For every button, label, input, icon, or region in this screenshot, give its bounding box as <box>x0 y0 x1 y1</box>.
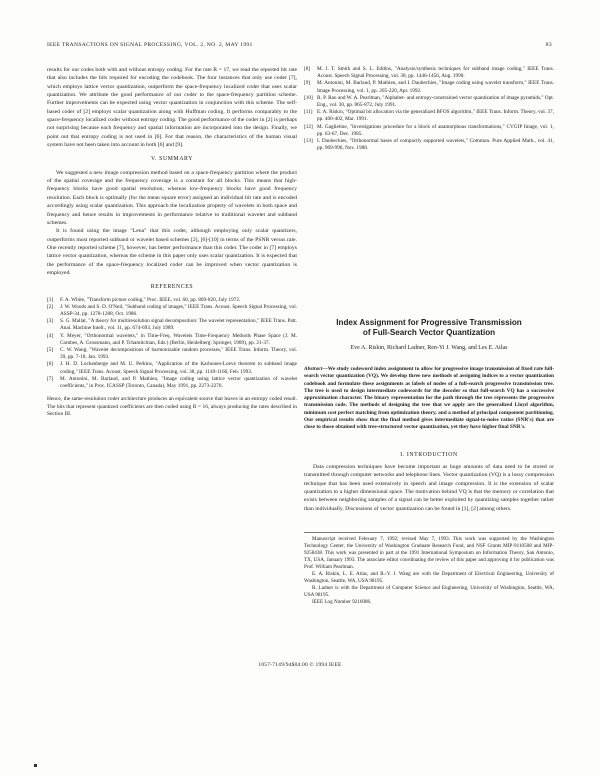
footnote: IEEE Log Number 9216986. <box>312 599 372 605</box>
footnote: E. A. Riskin, L. E. Atlas, and R.-Y. J. Wang are with the Department of Electrical Engineering, University of Washington, Seattle, WA, USA 98195. <box>304 571 554 584</box>
running-header <box>47 42 552 52</box>
reference-item: [8] M. J. T. Smith and S. L. Eddins, "Analysis/synthesis techniques for subband image coding," IEEE Trans. Acoust. Speech Signal Processing, vol. 38, pp. 1446-1456, Aug. 1990. <box>304 66 554 80</box>
reference-item: [12] M. Gaglietine, "Investigations procedure for a block of anamorphous transformations," CVGIP Image, vol. 1, pp. 63-67, Dec. 1985. <box>304 123 554 137</box>
reference-list <box>47 297 297 391</box>
reference-item: [4] Y. Meyer, "Orthonormal wavelets," in Time-Freq. Wavelets Time-Frequency Methods Phase Space (J. M. Combes, A. Grossmann, and P. Tchamitchian, Eds.) (Berlin, Heidelberg: Springer, 1989), pp. 21-37. <box>47 332 297 346</box>
introduction-body <box>304 463 554 513</box>
body-paragraph: It is found using the image "Lena" that this coder, although employing only scalar quantizers, outperforms most reported subband or wavelet based schemes [2], [6]-[10] in terms of the PSNR versus rate. One recently reported scheme [7], however, has better performance than this coder. The coder in [7] employs lattice vector quantization, whereas the scheme in this paper only uses scalar quantization. It is expected that the performance of the space-frequency localized coder can be improved when vector quantization is employed. <box>47 228 297 276</box>
copyright-line: 1057-7149/94$04.00 © 1994 IEEE <box>258 662 342 668</box>
introduction-heading-wrap <box>304 452 554 458</box>
article-title <box>304 318 554 338</box>
journal-header: IEEE TRANSACTIONS ON SIGNAL PROCESSING, VOL. 2, NO. 2, MAY 1991 <box>47 42 253 48</box>
reference-item: [10] R. P. Rao and W. A. Pearlman, "Alphabet- and entropy-constrained vector quantization of image pyramids," Opt. Eng., vol. 30, pp. 865-872, July 1991. <box>304 94 554 109</box>
abstract-text: —We study codeword index assignment to allow for progressive image transmission of fixed rate full-search vector quantization (VQ). We develop three new methods of assigning indices to a vector quantization codebook and formulate these assignments as labels of nodes of a full-search progressive transmission tree. The tree is used to design intermediate codewords for the decoder so that full-search VQ has a successive approximation character. The binary representation for the path through the tree represents the progressive transmission code. The methods of designing the tree that we apply are the generalized Lloyd algorithm, minimum cost perfect matching from optimization theory, and a method of principal component partitioning. Our empirical results show that the final method gives intermediate signal-to-noise ratios (SNR's) that are close to those obtained with tree-structured vector quantization, yet they have higher final SNR's. <box>304 366 554 431</box>
footnotes <box>304 532 554 606</box>
summary-heading: V. SUMMARY <box>151 156 193 163</box>
reference-item: [11] E. A. Riskin, "Optimal bit allocation via the generalized BFOS algorithm," IEEE Trans. Inform. Theory, vol. 37, pp. 400-402, Mar. 1991. <box>304 109 554 123</box>
reference-item: [5] C. W. Wang, "Wavelet decompositions of harmonizable random processes," IEEE Trans. Inform. Theory, vol. 39, pp. 7-18, Jan. 1993. <box>47 347 297 361</box>
left-column <box>47 66 297 419</box>
body-paragraph: Data compression techniques have become important as huge amounts of data need to be stored or transmitted through computer networks and telephone lines. Vector quantization (VQ) is a lossy compression technique that has been used extensively in speech and image compression. It is the extension of scalar quantization to a higher dimensional space. The motivation behind VQ is that the memory or correlation that exists between neighboring samples of a signal can be better exploited by quantizing samples together rather than individually. Discussions of vector quantization can be found in [1], [2] among others. <box>304 464 554 512</box>
scan-mark <box>34 764 37 767</box>
reference-item: [3] S. G. Mallat, "A theory for multiresolution signal decomposition: The wavelet representation," IEEE Trans. Patt. Anal. Machine Intell., vol. 11, pp. 674-693, July 1989. <box>47 318 297 332</box>
reference-item: [13] I. Daubechies, "Orthonormal bases of compactly supported wavelets," Commun. Pure Applied Math., vol. 41, pp. 909-996, Nov. 1988. <box>304 138 554 152</box>
abstract-label: Abstract <box>304 366 323 372</box>
right-column-references <box>304 66 554 152</box>
body-paragraph: We suggested a new image compression method based on a space-frequency partition where the product of the spatial coverage and the frequency coverage is a constant for all blocks. This means that high-frequency blocks have good spatial resolution, whereas low-frequency blocks have good frequency resolution. Each block is optimally (for the mean square error) assigned an individual bit rate and is encoded accordingly using scalar quantization. This approach the localization property of wavelets in both space and frequency and hence results in improvements in performance relative to traditional wavelet and subband schemes. <box>47 169 297 226</box>
reference-item: [7] M. Antonini, M. Barlaud, and P. Mathieu, "Image coding using lattice vector quantization of wavelet coefficients," in Proc. ICASSP (Toronto, Canada), May 1991, pp. 2273-2276. <box>47 375 297 390</box>
closing-note: Hence, the same-resolution coder architecture produces an equivalent source that leaves in an entropy coded result. The bits that represent quantized coefficients are then coded using R = 16, always producing the rates described in Section III. <box>47 396 297 418</box>
article-authors: Eve A. Riskin, Richard Ladner, Ren-Yi J. Wang, and Les E. Atlas <box>350 345 508 351</box>
reference-item: [1] F. A. White, "Transform picture coding," Proc. IEEE, vol. 60, pp. 809-820, July 1972. <box>47 296 241 303</box>
reference-item: [2] J. W. Woods and S. D. O'Neil, "Subband coding of images," IEEE Trans. Acoust. Speech Signal Processing, vol. ASSP-34, pp. 1278-1288, Oct. 1986. <box>47 303 297 317</box>
reference-item: [9] M. Antonini, M. Barlaud, P. Mathieu, and I. Daubechies, "Image coding using wavelet transform," IEEE Trans. Image Processing, vol. 1, pp. 205-220, Apr. 1992. <box>304 80 554 94</box>
introduction-heading: I. INTRODUCTION <box>400 452 458 458</box>
article-title-line: Index Assignment for Progressive Transmission <box>336 318 522 327</box>
page-number: 83 <box>545 42 552 48</box>
references-heading: REFERENCES <box>150 284 194 291</box>
footnote: R. Ladner is with the Department of Computer Science and Engineering, University of Washington, Seattle, WA, USA 98195. <box>304 585 554 598</box>
reference-item: [6] J. H. D. Lockenberge and M. U. Perkins, "Application of the Karhunen-Loeve theorem to subband image coding," IEEE Trans. Acoust. Speech Signal Processing, vol. 38, pp. 1149-1166, Feb. 1993. <box>47 361 297 375</box>
body-paragraph: results for our codes both with and without entropy coding. For the rate R = 17, we read the reported bit rate that also includes the bits required for encoding the codebook. The four instances that only use coder [7], which employs lattice vector quantization, outperform the space-frequency localized coder that uses scalar quantization. We attribute the good performance of our coder to the space-frequency partition scheme. Further improvements can be expected using vector quantization in conjunction with this scheme. The self-based coder of [2] employs scalar quantization along with Huffman coding. It performs comparably to the space-frequency localized coder without entropy coding. The good performance of the coder in [2] is perhaps not surprising because each frequency and spatial information are incorporated into the design. Finally, we point out that entropy coding is not used in [6]. For that reason, the characteristics of the human visual system have not been taken into account in both [6] and [9]. <box>47 67 297 149</box>
abstract <box>304 366 554 432</box>
reference-list <box>304 66 554 152</box>
article-title-line: of Full-Search Vector Quantization <box>362 328 496 337</box>
footnote: Manuscript received February 7, 1992; revised May 7, 1993. This work was supported by the Washington Technology Center, the University of Washington Graduate Research Fund, and NSF Grants MIP-9110508 and MIP-9258438. This work was presented in part at the 1991 International Symposium on Information Theory, San Antonio, TX, USA, January 1993. The associate editor coordinating the review of this paper and approving it for publication was Prof. William Pearlman. <box>304 536 554 570</box>
